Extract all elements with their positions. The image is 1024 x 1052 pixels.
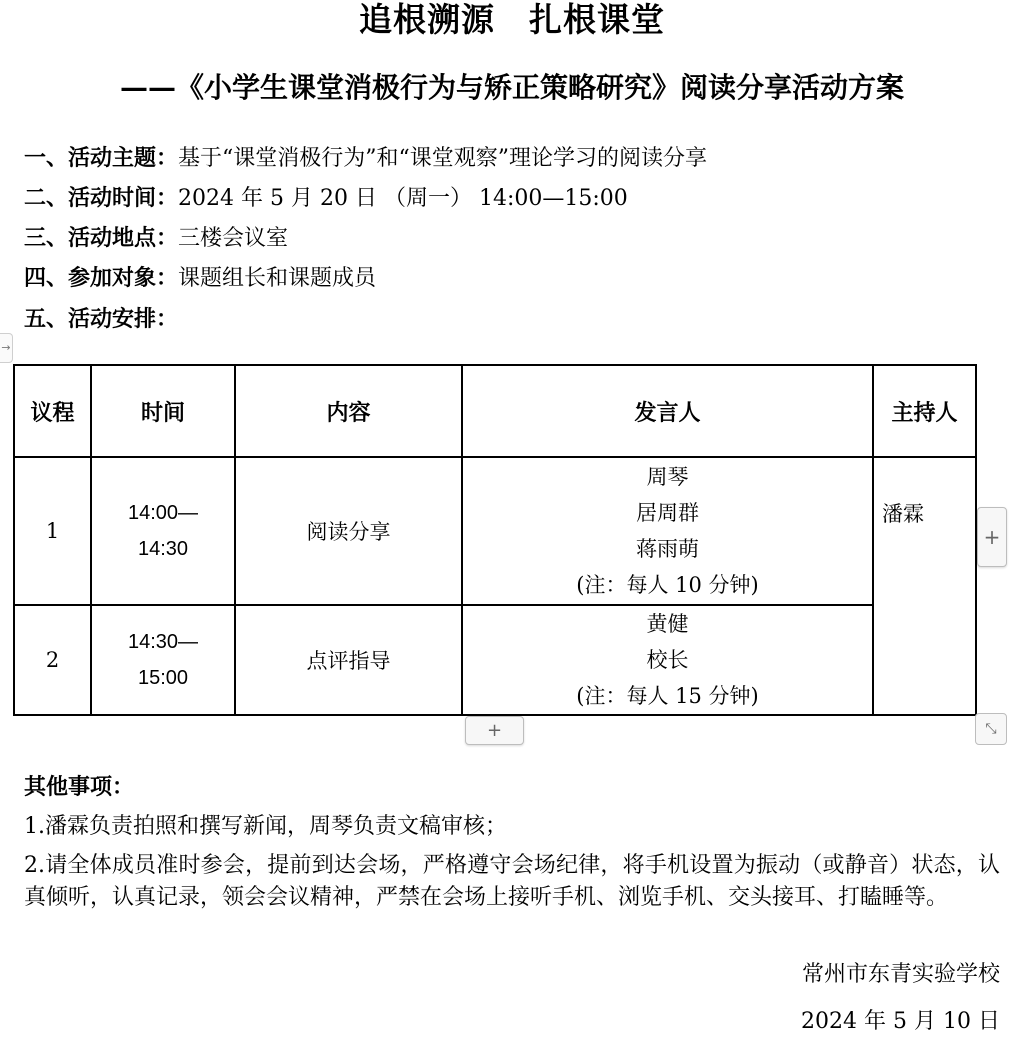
signature-school: 常州市东青实验学校	[801, 962, 1000, 987]
time-start: 14:00—	[127, 502, 199, 524]
document-title: 追根溯源 扎根课堂	[359, 0, 665, 39]
header-host: 主持人	[873, 365, 976, 457]
cell-speakers	[462, 605, 873, 715]
speaker-note: (注：每人 10 分钟)	[576, 573, 759, 597]
info-time-value: 2024 年 5 月 20 日 （周一） 14:00—15:00	[178, 186, 628, 211]
table-row	[14, 457, 976, 605]
table-header-row	[14, 365, 976, 457]
info-participants-value: 课题组长和课题成员	[178, 266, 377, 291]
table-move-handle-icon[interactable]: →	[0, 333, 13, 363]
cell-host	[873, 457, 976, 715]
info-place	[24, 223, 288, 254]
time-end: 15:00	[137, 667, 189, 689]
resize-table-icon[interactable]: ⤡	[975, 713, 1007, 745]
other-item-1: 1.潘霖负责拍照和撰写新闻，周琴负责文稿审核；	[24, 814, 507, 839]
header-agenda: 议程	[14, 365, 91, 457]
table-row	[14, 605, 976, 715]
info-time-label: 二、活动时间：	[24, 185, 179, 211]
other-item-2: 2.请全体成员准时参会，提前到达会场，严格遵守会场纪律，将手机设置为振动（或静音）状态，认真倾听，认真记录，领会会议精神，严禁在会场上接听手机、浏览手机、交头接耳、打瞌睡等。	[24, 853, 1000, 910]
cell-time	[91, 457, 235, 605]
info-theme-value: 基于“课堂消极行为”和“课堂观察”理论学习的阅读分享	[178, 146, 708, 171]
info-schedule	[24, 304, 178, 335]
info-time	[24, 183, 628, 214]
speaker-name: 周琴	[646, 465, 689, 489]
speaker-name: 校长	[646, 648, 689, 672]
host-name: 潘霖	[882, 502, 924, 526]
info-theme-label: 一、活动主题：	[24, 145, 179, 171]
other-heading: 其他事项：	[24, 774, 135, 800]
speaker-name: 黄健	[646, 612, 689, 636]
agenda-table	[13, 364, 977, 716]
info-participants	[24, 263, 376, 294]
info-place-label: 三、活动地点：	[24, 225, 179, 251]
signature-date: 2024 年 5 月 10 日	[801, 1009, 1000, 1034]
cell-agenda-no: 2	[14, 605, 91, 715]
document-subtitle: ——《小学生课堂消极行为与矫正策略研究》阅读分享活动方案	[119, 71, 904, 104]
cell-content: 点评指导	[235, 605, 462, 715]
add-row-button[interactable]: +	[465, 716, 524, 745]
header-speaker: 发言人	[462, 365, 873, 457]
speaker-name: 蒋雨萌	[636, 537, 699, 561]
header-time: 时间	[91, 365, 235, 457]
info-participants-label: 四、参加对象：	[24, 265, 179, 291]
cell-agenda-no: 1	[14, 457, 91, 605]
speaker-note: (注：每人 15 分钟)	[576, 684, 759, 708]
info-theme	[24, 143, 707, 174]
cell-speakers	[462, 457, 873, 605]
cell-content: 阅读分享	[235, 457, 462, 605]
time-start: 14:30—	[127, 631, 199, 653]
time-end: 14:30	[137, 538, 189, 560]
info-schedule-label: 五、活动安排：	[24, 306, 179, 332]
header-content: 内容	[235, 365, 462, 457]
add-column-button[interactable]: +	[977, 507, 1007, 567]
info-place-value: 三楼会议室	[178, 226, 289, 251]
speaker-name: 居周群	[636, 501, 699, 525]
cell-time	[91, 605, 235, 715]
